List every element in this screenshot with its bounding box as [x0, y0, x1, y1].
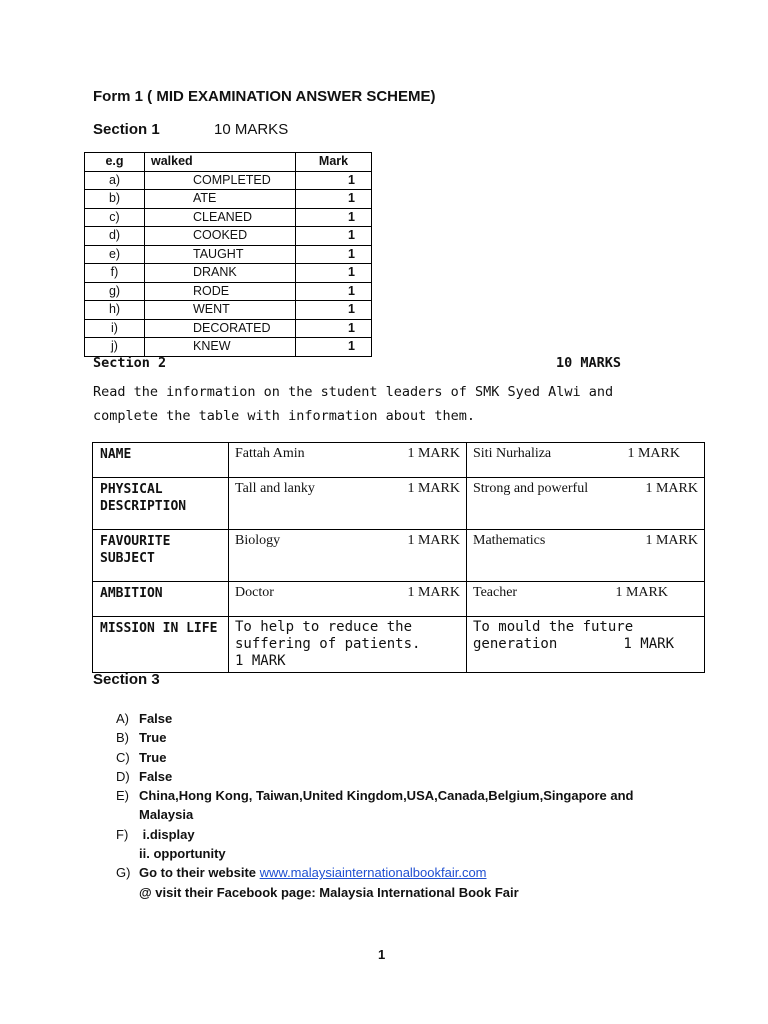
- cell-value: Tall and lanky: [235, 481, 315, 496]
- leader-b-cell: [467, 478, 705, 530]
- column-header-eg: e.g: [85, 153, 145, 172]
- page-number: 1: [378, 947, 386, 962]
- section-2-instructions: Read the information on the student leaders of SMK Syed Alwi and complete the table with information about them.: [93, 384, 614, 424]
- leader-b-cell: [467, 530, 705, 582]
- row-label: f): [85, 264, 145, 283]
- table-row: [85, 171, 372, 190]
- row-mark: 1: [296, 319, 372, 338]
- cell-value: Doctor: [235, 585, 274, 600]
- leader-a-cell: [229, 530, 467, 582]
- cell-mark: 1 MARK: [407, 533, 460, 548]
- row-label: a): [85, 171, 145, 190]
- leader-b-cell: [467, 617, 705, 673]
- row-answer: WENT: [145, 301, 296, 320]
- row-label-physical-description: PHYSICAL DESCRIPTION: [93, 478, 229, 530]
- cell-mark: 1 MARK: [623, 636, 674, 652]
- leader-b-cell: [467, 582, 705, 617]
- item-letter: A): [116, 711, 129, 726]
- row-label: i): [85, 319, 145, 338]
- list-item: [116, 786, 676, 825]
- leader-a-cell: [229, 478, 467, 530]
- table-row: [93, 478, 705, 530]
- section-2-heading: Section 2: [93, 355, 167, 371]
- row-label-mission-in-life: MISSION IN LIFE: [93, 617, 229, 673]
- row-answer: DECORATED: [145, 319, 296, 338]
- list-item: [116, 863, 676, 902]
- cell-value: Biology: [235, 533, 281, 548]
- table-row: [85, 264, 372, 283]
- item-line-2: ii. opportunity: [139, 846, 226, 862]
- item-text: False: [139, 768, 173, 784]
- row-answer: ATE: [145, 190, 296, 209]
- cell-mark: 1 MARK: [627, 446, 680, 461]
- item-line-1: i.display: [139, 826, 195, 842]
- leader-a-cell: [229, 582, 467, 617]
- table-row: [85, 282, 372, 301]
- table-header-row: [85, 153, 372, 172]
- item-letter: D): [116, 768, 130, 784]
- leader-b-cell: [467, 443, 705, 478]
- cell-mark: 1 MARK: [407, 585, 460, 600]
- document-title: Form 1 ( MID EXAMINATION ANSWER SCHEME): [93, 88, 436, 105]
- table-row: [85, 319, 372, 338]
- row-answer: COMPLETED: [145, 171, 296, 190]
- cell-value: To mould the future generation: [473, 619, 634, 652]
- item-letter: E): [116, 788, 129, 804]
- row-label: b): [85, 190, 145, 209]
- row-label: j): [85, 338, 145, 357]
- item-prefix: Go to their website: [139, 865, 260, 881]
- cell-value: Mathematics: [473, 533, 546, 548]
- table-row: [85, 208, 372, 227]
- cell-mark: 1 MARK: [645, 533, 698, 548]
- row-label: h): [85, 301, 145, 320]
- section-3-heading: Section 3: [93, 671, 160, 688]
- table-row: [85, 190, 372, 209]
- leader-a-cell: [229, 443, 467, 478]
- section-2-marks: 10 MARKS: [556, 355, 622, 371]
- table-row: [85, 338, 372, 357]
- cell-mark: 1 MARK: [407, 446, 460, 461]
- table-row: [93, 582, 705, 617]
- cell-mark: 1 MARK: [235, 653, 286, 669]
- row-mark: 1: [296, 301, 372, 320]
- row-answer: TAUGHT: [145, 245, 296, 264]
- table-row: [93, 443, 705, 478]
- section-1-answer-table: [84, 152, 372, 357]
- section-1-marks: 10 MARKS: [214, 121, 289, 138]
- row-label-favourite-subject: FAVOURITE SUBJECT: [93, 530, 229, 582]
- column-header-walked: walked: [145, 153, 296, 172]
- item-letter: G): [116, 865, 131, 881]
- table-row: [85, 301, 372, 320]
- row-label: g): [85, 282, 145, 301]
- row-mark: 1: [296, 245, 372, 264]
- section-3-answer-list: [116, 709, 676, 902]
- item-letter: F): [116, 826, 129, 842]
- row-mark: 1: [296, 282, 372, 301]
- list-item: [116, 748, 676, 767]
- row-answer: DRANK: [145, 264, 296, 283]
- row-label-name: NAME: [93, 443, 229, 478]
- cell-value: Siti Nurhaliza: [473, 446, 552, 461]
- cell-mark: 1 MARK: [407, 481, 460, 496]
- row-mark: 1: [296, 264, 372, 283]
- cell-mark: 1 MARK: [615, 585, 668, 600]
- book-fair-website-link[interactable]: www.malaysiainternationalbookfair.com: [259, 865, 487, 881]
- list-item: [116, 767, 676, 786]
- cell-value: To help to reduce the suffering of patients.: [235, 619, 421, 652]
- row-mark: 1: [296, 171, 372, 190]
- cell-value: Strong and powerful: [473, 481, 589, 496]
- table-row: [85, 245, 372, 264]
- column-header-mark: Mark: [296, 153, 372, 172]
- item-line-2: @ visit their Facebook page: Malaysia International Book Fair: [139, 884, 519, 900]
- row-mark: 1: [296, 227, 372, 246]
- row-mark: 1: [296, 190, 372, 209]
- list-item: [116, 728, 676, 747]
- row-label: d): [85, 227, 145, 246]
- item-letter: B): [116, 730, 129, 746]
- cell-value: Teacher: [473, 585, 518, 600]
- item-text: True: [139, 730, 167, 746]
- row-mark: 1: [296, 208, 372, 227]
- row-label: e): [85, 245, 145, 264]
- list-item: [116, 709, 676, 728]
- student-leaders-table: [92, 442, 705, 673]
- row-answer: RODE: [145, 282, 296, 301]
- table-row: [93, 530, 705, 582]
- table-row: [85, 227, 372, 246]
- row-mark: 1: [296, 338, 372, 357]
- item-letter: C): [116, 749, 130, 765]
- cell-mark: 1 MARK: [645, 481, 698, 496]
- item-text: China,Hong Kong, Taiwan,United Kingdom,USA,Canada,Belgium,Singapore and Malaysia: [139, 788, 634, 823]
- row-answer: COOKED: [145, 227, 296, 246]
- row-label: c): [85, 208, 145, 227]
- section-1-heading: Section 1: [93, 121, 160, 138]
- cell-value: Fattah Amin: [235, 446, 305, 461]
- item-text: True: [139, 749, 167, 765]
- list-item: [116, 825, 676, 864]
- leader-a-cell: [229, 617, 467, 673]
- row-answer: KNEW: [145, 338, 296, 357]
- row-label-ambition: AMBITION: [93, 582, 229, 617]
- item-text: False: [139, 711, 173, 726]
- row-answer: CLEANED: [145, 208, 296, 227]
- table-row: [93, 617, 705, 673]
